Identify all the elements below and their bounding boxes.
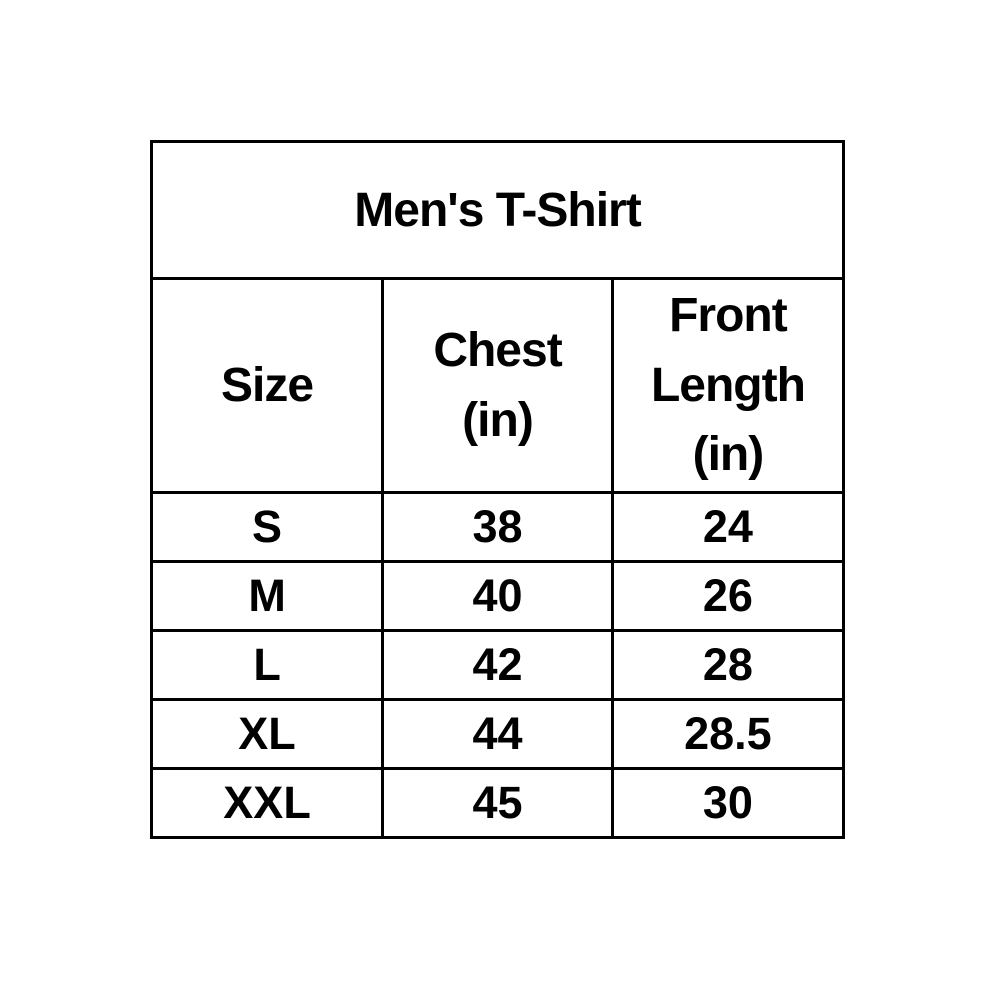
size-cell: XL <box>152 700 383 769</box>
size-cell: M <box>152 562 383 631</box>
column-header-front-length-line2: Length <box>650 358 805 412</box>
front-length-cell: 28.5 <box>612 700 843 769</box>
chest-cell: 44 <box>383 700 613 769</box>
chest-cell: 38 <box>383 493 613 562</box>
column-header-size-label: Size <box>221 358 314 412</box>
table-row <box>152 493 844 562</box>
front-length-cell: 28 <box>612 631 843 700</box>
column-header-size <box>152 279 383 493</box>
table-title-row <box>152 142 844 279</box>
table-row <box>152 631 844 700</box>
column-header-chest-line2: (in) <box>462 393 533 447</box>
front-length-cell: 24 <box>612 493 843 562</box>
column-header-front-length-line3: (in) <box>692 428 764 482</box>
table-row <box>152 562 844 631</box>
column-header-front-length <box>612 279 843 493</box>
column-header-front-length-line1: Front <box>669 289 787 343</box>
chest-cell: 40 <box>383 562 613 631</box>
front-length-cell: 30 <box>612 769 843 838</box>
table-title: Men's T-Shirt <box>152 142 844 279</box>
table-header-row <box>152 279 844 493</box>
size-cell: S <box>152 493 383 562</box>
column-header-chest-line1: Chest <box>433 323 562 377</box>
chest-cell: 45 <box>383 769 613 838</box>
size-chart-table <box>150 140 845 839</box>
table-row <box>152 769 844 838</box>
size-cell: XXL <box>152 769 383 838</box>
chest-cell: 42 <box>383 631 613 700</box>
table-row <box>152 700 844 769</box>
front-length-cell: 26 <box>612 562 843 631</box>
column-header-chest <box>383 279 613 493</box>
size-cell: L <box>152 631 383 700</box>
